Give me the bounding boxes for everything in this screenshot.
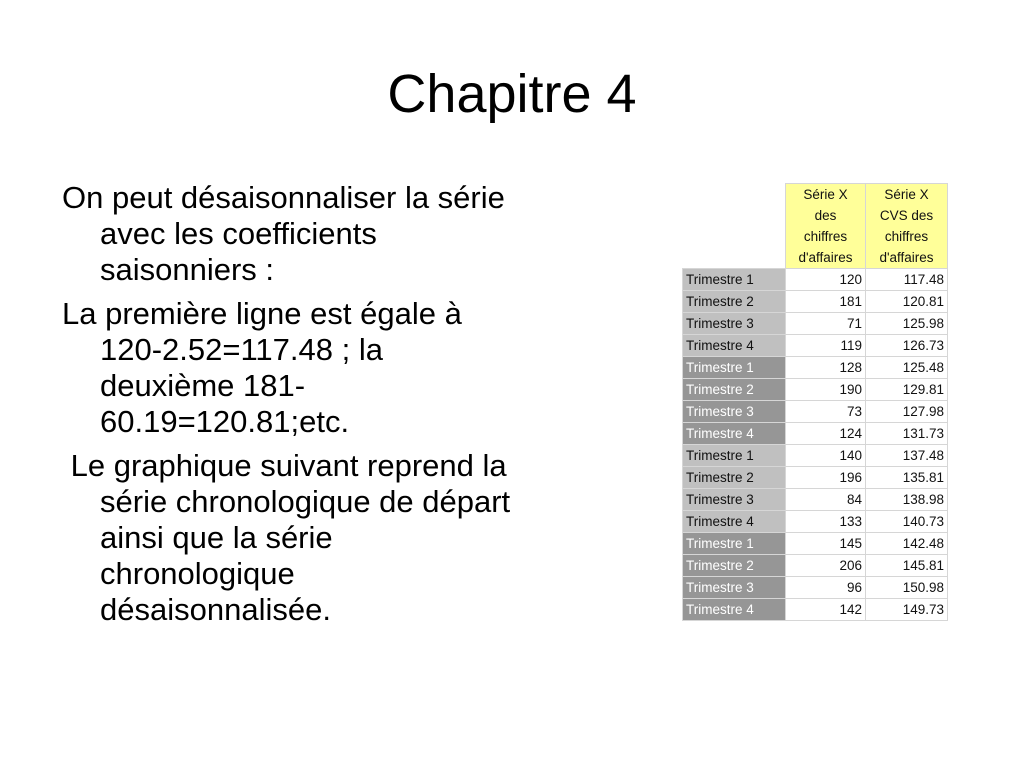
row-label: Trimestre 1 <box>683 269 786 291</box>
table-row <box>683 357 948 379</box>
table-row <box>683 489 948 511</box>
paragraph-2-lead: La première ligne est égale à <box>62 296 462 331</box>
table-row <box>683 445 948 467</box>
serie-cvs-value: 138.98 <box>866 489 948 511</box>
row-label: Trimestre 3 <box>683 489 786 511</box>
row-label: Trimestre 1 <box>683 445 786 467</box>
serie-x-value: 119 <box>786 335 866 357</box>
serie-x-value: 181 <box>786 291 866 313</box>
paragraph-3-line: série chronologique de départ <box>100 484 511 519</box>
serie-cvs-value: 126.73 <box>866 335 948 357</box>
row-label: Trimestre 3 <box>683 577 786 599</box>
serie-x-value: 140 <box>786 445 866 467</box>
paragraph-1-lead: On peut désaisonnaliser la série <box>62 180 505 215</box>
table-row <box>683 313 948 335</box>
body-text <box>62 180 652 636</box>
header-serie-x-cvs <box>866 184 948 269</box>
row-label: Trimestre 2 <box>683 555 786 577</box>
row-label: Trimestre 1 <box>683 357 786 379</box>
serie-x-value: 124 <box>786 423 866 445</box>
table-row <box>683 291 948 313</box>
header-line: chiffres <box>884 229 929 244</box>
serie-cvs-value: 117.48 <box>866 269 948 291</box>
serie-cvs-value: 149.73 <box>866 599 948 621</box>
paragraph-3-line: ainsi que la série <box>100 520 333 555</box>
serie-cvs-value: 140.73 <box>866 511 948 533</box>
serie-x-value: 196 <box>786 467 866 489</box>
paragraph-3-line: désaisonnalisée. <box>100 592 331 627</box>
serie-cvs-value: 129.81 <box>866 379 948 401</box>
serie-x-value: 96 <box>786 577 866 599</box>
serie-cvs-value: 131.73 <box>866 423 948 445</box>
serie-x-value: 133 <box>786 511 866 533</box>
table-header-row <box>683 184 948 269</box>
serie-x-value: 206 <box>786 555 866 577</box>
paragraph-3-line: chronologique <box>100 556 295 591</box>
row-label: Trimestre 4 <box>683 423 786 445</box>
serie-x-value: 145 <box>786 533 866 555</box>
header-line: des <box>814 208 837 223</box>
paragraph-1-line: avec les coefficients <box>100 216 377 251</box>
serie-x-value: 71 <box>786 313 866 335</box>
header-serie-x <box>786 184 866 269</box>
table-row <box>683 577 948 599</box>
serie-cvs-value: 125.98 <box>866 313 948 335</box>
table-row <box>683 335 948 357</box>
serie-x-value: 120 <box>786 269 866 291</box>
table-row <box>683 599 948 621</box>
serie-cvs-value: 137.48 <box>866 445 948 467</box>
table-row <box>683 511 948 533</box>
serie-cvs-value: 120.81 <box>866 291 948 313</box>
paragraph-1 <box>62 180 652 288</box>
row-label: Trimestre 4 <box>683 511 786 533</box>
row-label: Trimestre 3 <box>683 313 786 335</box>
serie-cvs-value: 150.98 <box>866 577 948 599</box>
header-line: d'affaires <box>879 250 934 265</box>
table-row <box>683 555 948 577</box>
header-line: Série X <box>803 187 848 202</box>
row-label: Trimestre 1 <box>683 533 786 555</box>
table-row <box>683 379 948 401</box>
serie-x-value: 73 <box>786 401 866 423</box>
data-table <box>682 183 948 621</box>
data-table-container <box>682 183 950 621</box>
table-corner-cell <box>683 184 786 269</box>
paragraph-2 <box>62 296 652 440</box>
serie-x-value: 128 <box>786 357 866 379</box>
table-row <box>683 401 948 423</box>
row-label: Trimestre 4 <box>683 335 786 357</box>
header-line: d'affaires <box>798 250 853 265</box>
serie-cvs-value: 145.81 <box>866 555 948 577</box>
serie-cvs-value: 125.48 <box>866 357 948 379</box>
slide-title: Chapitre 4 <box>387 64 637 124</box>
paragraph-3-lead: Le graphique suivant reprend la <box>62 448 507 483</box>
paragraph-2-line: 120-2.52=117.48 ; la <box>100 332 383 367</box>
table-body <box>683 269 948 621</box>
table-row <box>683 269 948 291</box>
table-row <box>683 467 948 489</box>
serie-x-value: 142 <box>786 599 866 621</box>
header-line: chiffres <box>803 229 848 244</box>
serie-x-value: 190 <box>786 379 866 401</box>
header-line: CVS des <box>879 208 934 223</box>
table-row <box>683 533 948 555</box>
row-label: Trimestre 4 <box>683 599 786 621</box>
serie-cvs-value: 135.81 <box>866 467 948 489</box>
row-label: Trimestre 2 <box>683 379 786 401</box>
table-row <box>683 423 948 445</box>
paragraph-1-line: saisonniers : <box>100 252 275 287</box>
row-label: Trimestre 2 <box>683 291 786 313</box>
paragraph-2-line: deuxième 181- <box>100 368 306 403</box>
serie-x-value: 84 <box>786 489 866 511</box>
paragraph-2-line: 60.19=120.81;etc. <box>100 404 350 439</box>
serie-cvs-value: 142.48 <box>866 533 948 555</box>
paragraph-3 <box>62 448 652 628</box>
row-label: Trimestre 2 <box>683 467 786 489</box>
serie-cvs-value: 127.98 <box>866 401 948 423</box>
row-label: Trimestre 3 <box>683 401 786 423</box>
header-line: Série X <box>884 187 929 202</box>
